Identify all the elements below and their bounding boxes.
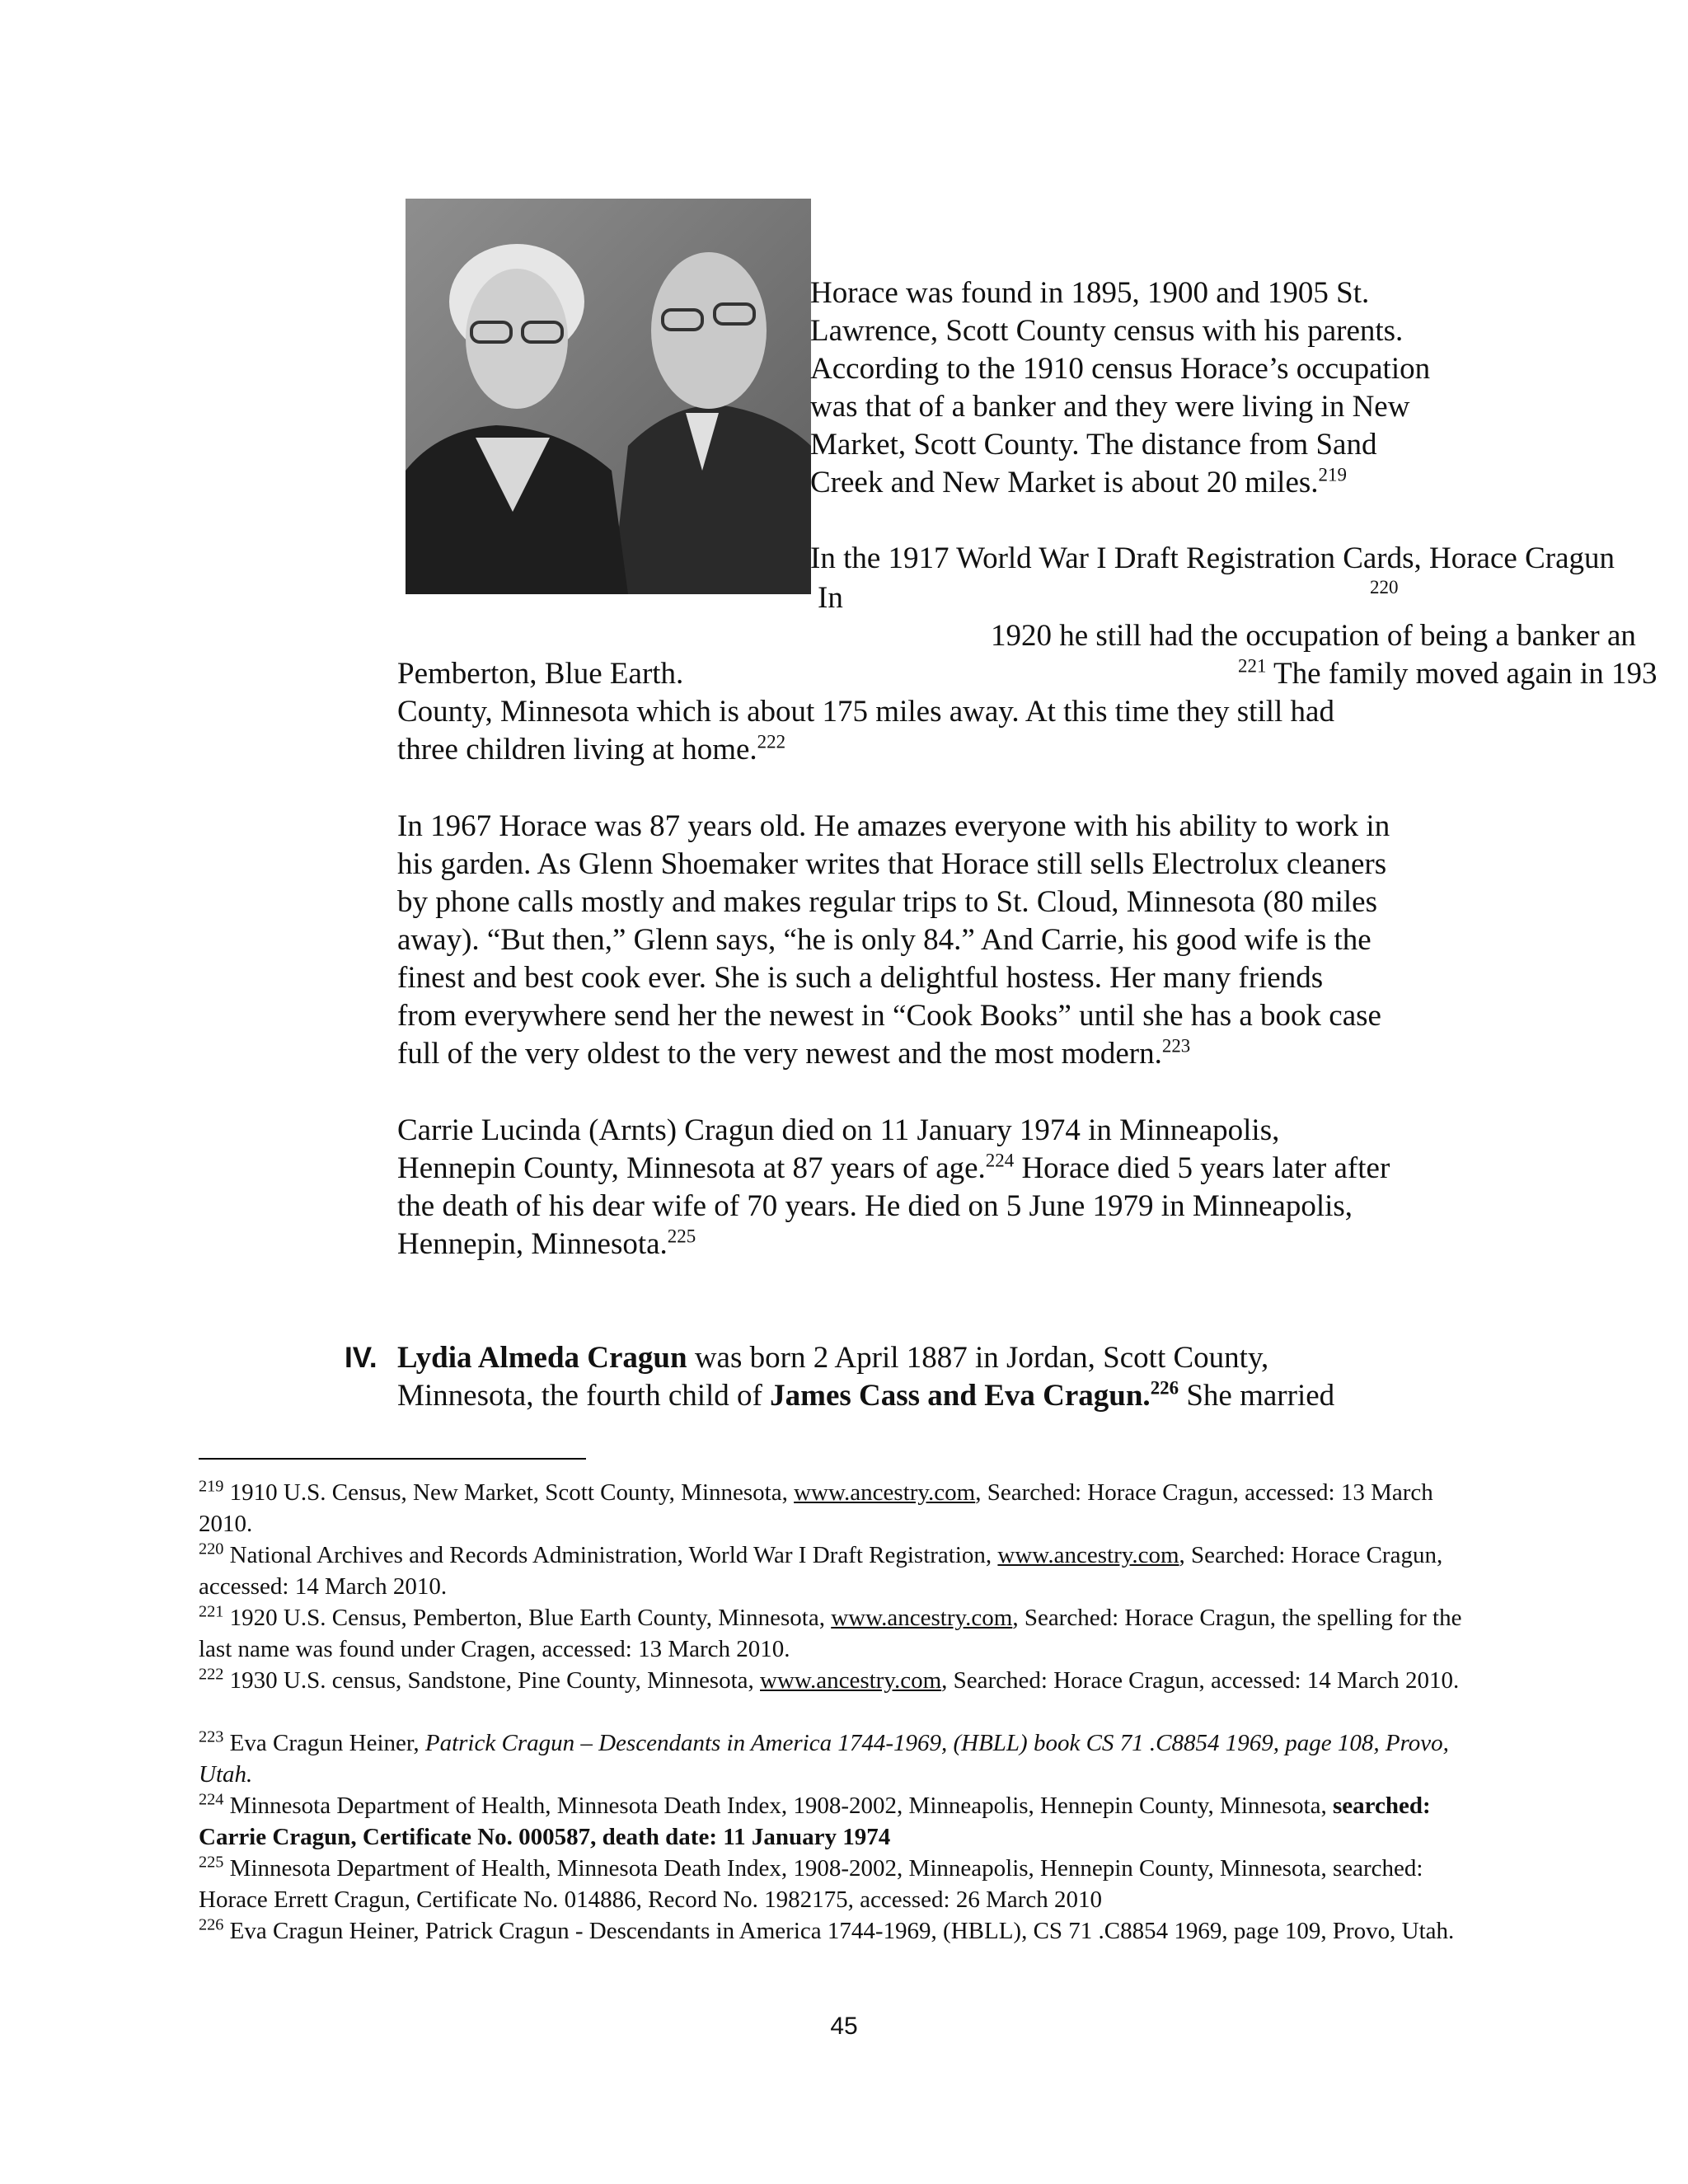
footnote-link[interactable]: www.ancestry.com bbox=[997, 1542, 1179, 1568]
footnote-bold-text: searched: Carrie Cragun, Certificate No. 000587, death date: 11 January 1974 bbox=[199, 1793, 1431, 1850]
footnote-ref: 225 bbox=[667, 1226, 696, 1247]
footnote-text: Minnesota Department of Health, Minnesota Death Index, 1908-2002, Minneapolis, Hennepin County, Minnesota, searched: Horace Errett Cragun, Certificate No. 014886, Record No. 1982175, accessed: 26 March 2010 bbox=[199, 1855, 1423, 1913]
footnote-224 bbox=[199, 1790, 1493, 1853]
body-line: In bbox=[818, 581, 843, 615]
body-text: Creek and New Market is about 20 miles. bbox=[810, 466, 1319, 499]
footnote-221 bbox=[199, 1602, 1493, 1665]
footnote-number: 219 bbox=[199, 1477, 224, 1496]
body-line: Horace was found in 1895, 1900 and 1905 St. bbox=[810, 276, 1370, 310]
body-line: Pemberton, Blue Earth. bbox=[397, 657, 684, 691]
body-text: three children living at home. bbox=[397, 733, 757, 766]
footnote-text: , Searched: Horace Cragun, accessed: 14 March 2010. bbox=[199, 1542, 1443, 1600]
section-numeral: IV. bbox=[345, 1342, 377, 1374]
footnote-text: 1910 U.S. Census, New Market, Scott County, Minnesota, bbox=[223, 1479, 795, 1506]
footnote-text: 1930 U.S. census, Sandstone, Pine County, Minnesota, bbox=[223, 1667, 761, 1694]
body-line: 1920 he still had the occupation of being a banker an bbox=[991, 619, 1636, 653]
body-line bbox=[397, 1377, 1334, 1415]
footnote-separator bbox=[199, 1458, 586, 1460]
footnote-ref: 224 bbox=[985, 1150, 1015, 1171]
footnote-226 bbox=[199, 1915, 1493, 1947]
body-line: from everywhere send her the newest in “Cook Books” until she has a book case bbox=[397, 999, 1381, 1033]
body-line bbox=[1238, 655, 1657, 693]
footnote-220 bbox=[199, 1540, 1493, 1602]
footnote-number: 225 bbox=[199, 1853, 224, 1872]
footnote-ref: 220 bbox=[1370, 577, 1399, 598]
couple-portrait-image bbox=[406, 199, 811, 594]
footnote-text: Eva Cragun Heiner, Patrick Cragun - Descendants in America 1744-1969, (HBLL), CS 71 .C8854 1969, page 109, Provo, Utah. bbox=[223, 1918, 1455, 1944]
footnote-number: 223 bbox=[199, 1727, 224, 1746]
footnote-219 bbox=[199, 1477, 1493, 1540]
footnote-223 bbox=[199, 1727, 1493, 1790]
footnote-number: 220 bbox=[199, 1540, 224, 1558]
body-line: County, Minnesota which is about 175 miles away. At this time they still had bbox=[397, 695, 1334, 729]
body-line: In 1967 Horace was 87 years old. He amazes everyone with his ability to work in bbox=[397, 809, 1390, 843]
body-line bbox=[397, 1226, 696, 1263]
body-line bbox=[397, 1150, 1390, 1188]
footnote-number: 222 bbox=[199, 1665, 224, 1684]
footnote-ref: 222 bbox=[757, 731, 786, 752]
footnote-text: Eva Cragun Heiner, bbox=[223, 1730, 425, 1756]
footnote-number: 221 bbox=[199, 1602, 224, 1621]
footnote-text: , Searched: Horace Cragun, the spelling for the last name was found under Cragen, accessed: 13 March 2010. bbox=[199, 1605, 1462, 1662]
page-number: 45 bbox=[830, 2013, 858, 2040]
footnote-link[interactable]: www.ancestry.com bbox=[760, 1667, 942, 1694]
body-text: The family moved again in 193 bbox=[1266, 657, 1658, 691]
body-line: Lawrence, Scott County census with his parents. bbox=[810, 314, 1404, 348]
body-line: his garden. As Glenn Shoemaker writes that Horace still sells Electrolux cleaners bbox=[397, 847, 1387, 881]
body-text: was born 2 April 1887 in Jordan, Scott County, bbox=[687, 1341, 1269, 1375]
body-text: Hennepin, Minnesota. bbox=[397, 1227, 668, 1261]
body-line: the death of his dear wife of 70 years. He died on 5 June 1979 in Minneapolis, bbox=[397, 1189, 1353, 1223]
body-line bbox=[397, 1035, 1190, 1073]
footnote-ref: 226 bbox=[1150, 1377, 1179, 1399]
footnote-number: 226 bbox=[199, 1915, 224, 1934]
footnote-ref: 219 bbox=[1318, 464, 1347, 485]
body-line: away). “But then,” Glenn says, “he is only 84.” And Carrie, his good wife is the bbox=[397, 923, 1372, 957]
couple-photo bbox=[406, 199, 811, 594]
footnote-ref: 221 bbox=[1238, 655, 1267, 677]
parents-name: James Cass and Eva Cragun. bbox=[770, 1379, 1151, 1413]
body-text: She married bbox=[1179, 1379, 1335, 1413]
footnote-225 bbox=[199, 1853, 1493, 1915]
body-line: In the 1917 World War I Draft Registration Cards, Horace Cragun bbox=[810, 541, 1615, 575]
footnote-222 bbox=[199, 1665, 1493, 1696]
body-text: Minnesota, the fourth child of bbox=[397, 1379, 771, 1413]
footnote-text: , Searched: Horace Cragun, accessed: 14 March 2010. bbox=[941, 1667, 1460, 1694]
footnote-link[interactable]: www.ancestry.com bbox=[794, 1479, 976, 1506]
footnote-text: 1920 U.S. Census, Pemberton, Blue Earth County, Minnesota, bbox=[223, 1605, 832, 1631]
body-line bbox=[810, 464, 1347, 502]
body-line: finest and best cook ever. She is such a delightful hostess. Her many friends bbox=[397, 961, 1324, 995]
footnote-text: Minnesota Department of Health, Minnesota Death Index, 1908-2002, Minneapolis, Hennepin County, Minnesota, bbox=[223, 1793, 1333, 1819]
footnote-link[interactable]: www.ancestry.com bbox=[831, 1605, 1013, 1631]
body-line: by phone calls mostly and makes regular trips to St. Cloud, Minnesota (80 miles bbox=[397, 885, 1377, 919]
footnote-number: 224 bbox=[199, 1790, 224, 1809]
footnote-text: National Archives and Records Administration, World War I Draft Registration, bbox=[223, 1542, 998, 1568]
footnote-text: , Searched: Horace Cragun, accessed: 13 March 2010. bbox=[199, 1479, 1433, 1537]
body-line bbox=[397, 1339, 1268, 1377]
body-text: Hennepin County, Minnesota at 87 years of age. bbox=[397, 1151, 986, 1185]
footnote-title: Patrick Cragun – Descendants in America 1744-1969, (HBLL) book CS 71 .C8854 1969, page 108, Provo, Utah. bbox=[199, 1730, 1449, 1788]
body-text: Horace died 5 years later after bbox=[1014, 1151, 1390, 1185]
footnote-ref: 223 bbox=[1161, 1035, 1191, 1057]
person-name: Lydia Almeda Cragun bbox=[397, 1341, 687, 1375]
body-line: According to the 1910 census Horace’s occupation bbox=[810, 352, 1431, 386]
body-text: full of the very oldest to the very newest and the most modern. bbox=[397, 1037, 1162, 1071]
body-line: was that of a banker and they were living in New bbox=[810, 390, 1410, 424]
body-line bbox=[397, 731, 785, 769]
body-line: Carrie Lucinda (Arnts) Cragun died on 11 January 1974 in Minneapolis, bbox=[397, 1113, 1280, 1147]
body-line: Market, Scott County. The distance from Sand bbox=[810, 428, 1377, 462]
